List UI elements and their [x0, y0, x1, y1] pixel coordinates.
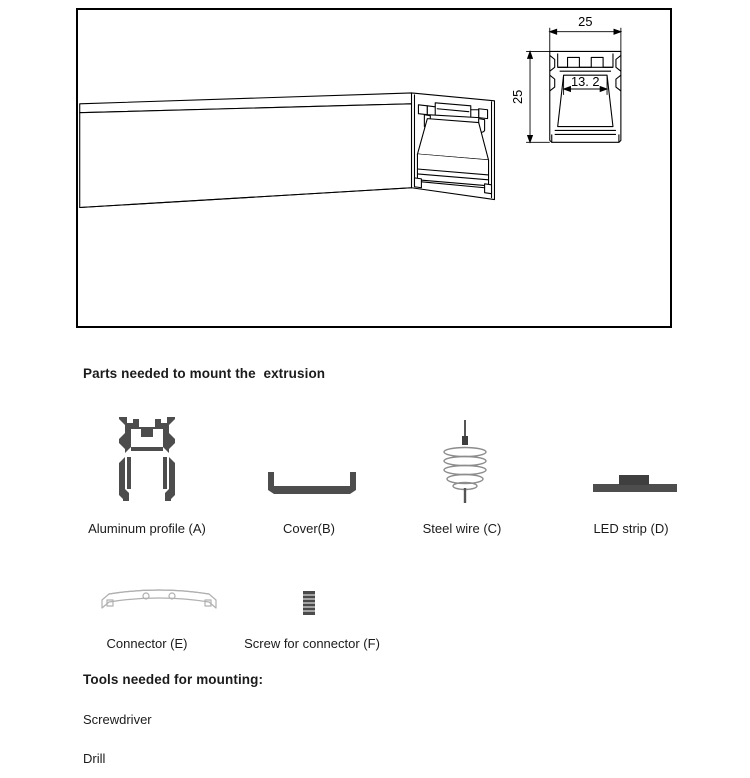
cover-icon	[262, 460, 362, 503]
aluminum-profile-icon	[97, 417, 197, 503]
technical-drawing-svg	[78, 10, 670, 326]
tools-section-heading: Tools needed for mounting:	[83, 672, 264, 687]
technical-drawing-panel	[76, 8, 672, 328]
steel-wire-icon	[425, 420, 505, 503]
part-label-steel-wire: Steel wire (C)	[422, 521, 502, 536]
dimension-width-label: 25	[578, 13, 593, 29]
part-art-connector	[99, 588, 219, 618]
part-label-connector: Connector (E)	[106, 636, 188, 651]
part-art-screw	[298, 589, 320, 617]
part-art-cover	[262, 460, 362, 503]
dimension-height-label: 25	[510, 89, 526, 105]
dimension-inner-width-label: 13. 2	[571, 74, 600, 90]
part-label-aluminum-profile: Aluminum profile (A)	[88, 521, 206, 536]
part-art-aluminum-profile	[97, 417, 197, 503]
parts-section-heading: Parts needed to mount the extrusion	[83, 366, 326, 381]
led-strip-icon	[585, 462, 685, 503]
tool-item-screwdriver: Screwdriver	[83, 712, 152, 727]
part-art-steel-wire	[425, 420, 505, 503]
part-label-screw: Screw for connector (F)	[244, 636, 380, 651]
part-label-led-strip: LED strip (D)	[593, 521, 669, 536]
part-label-cover: Cover(B)	[282, 521, 336, 536]
screw-icon	[298, 589, 320, 617]
part-art-led-strip	[585, 462, 685, 503]
cross-section-view	[510, 14, 621, 143]
connector-icon	[99, 588, 219, 618]
tool-item-drill: Drill	[83, 751, 106, 766]
